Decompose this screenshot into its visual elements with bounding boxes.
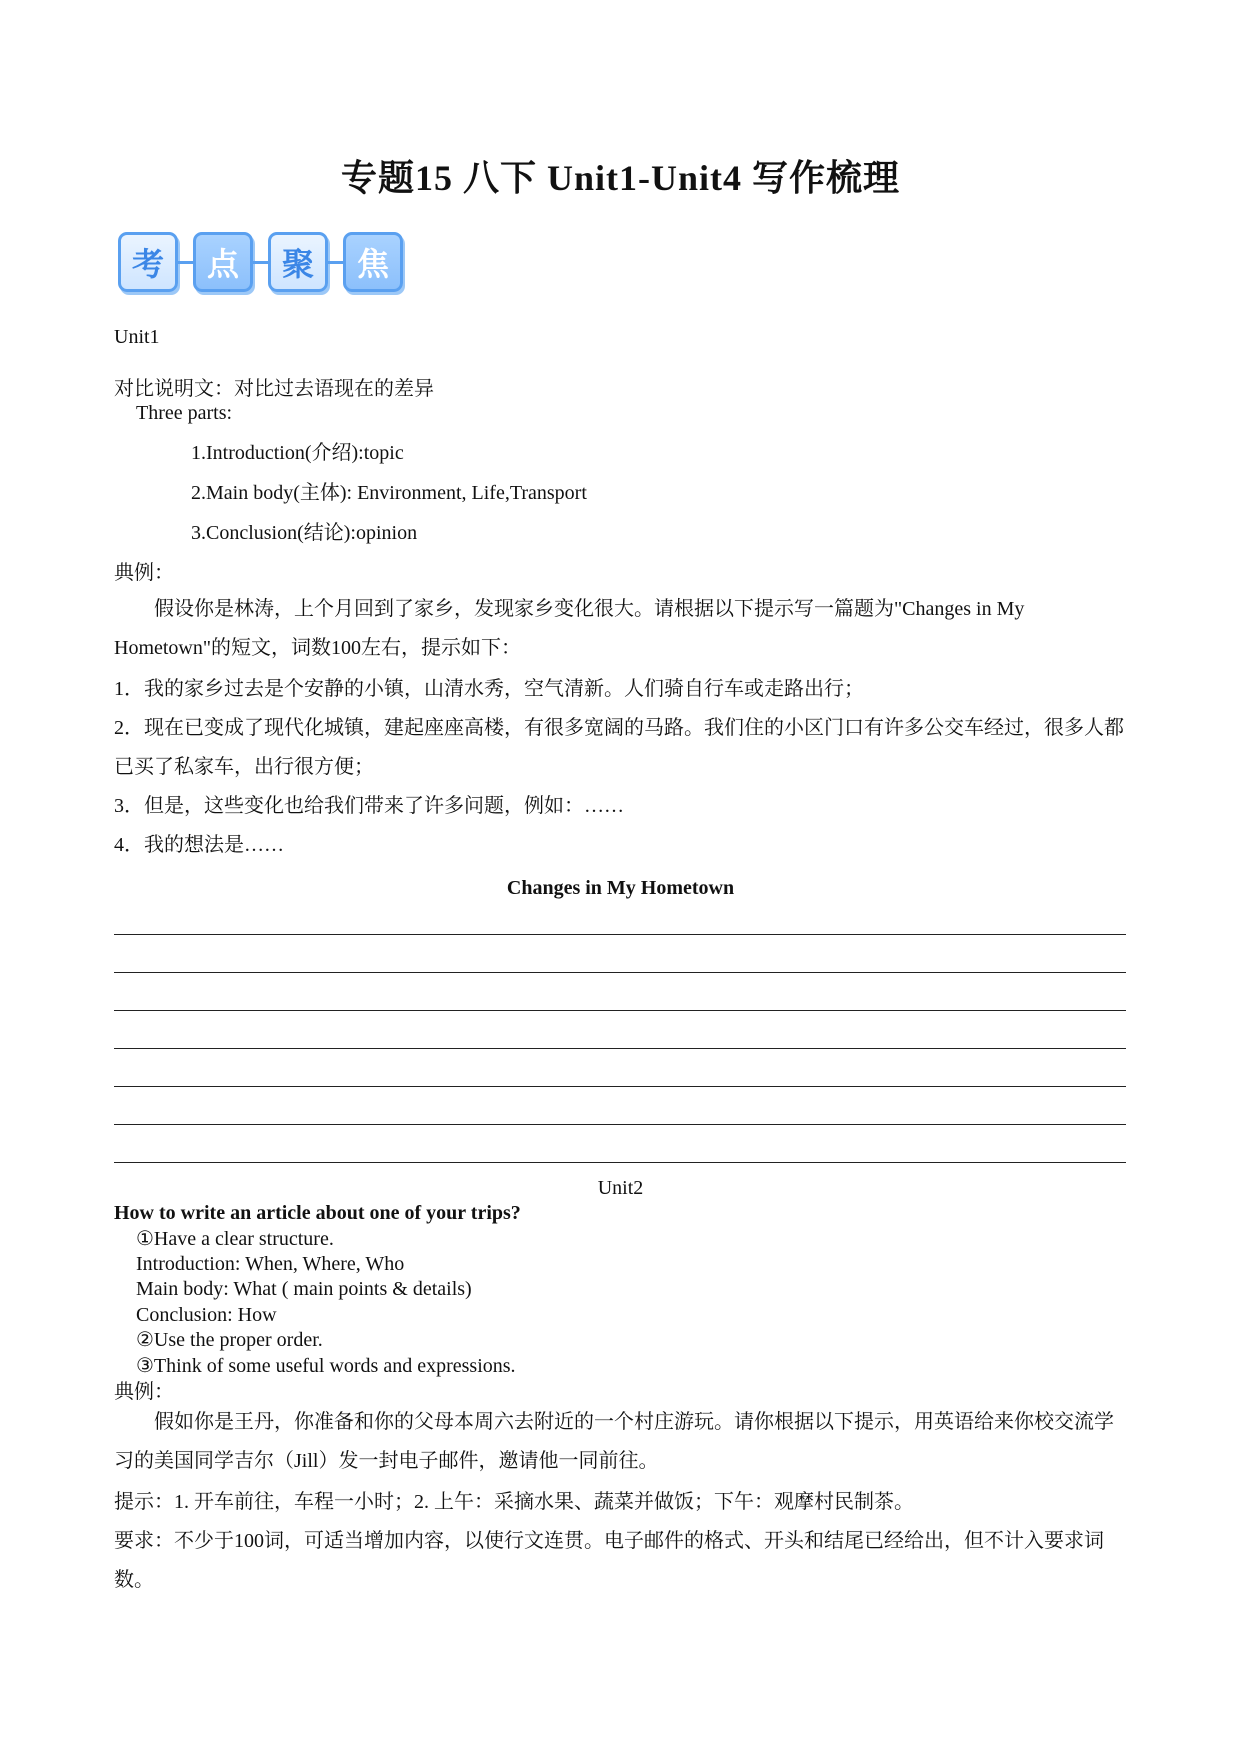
- badge-char-4: 焦: [343, 232, 403, 292]
- unit2-requirement: 要求：不少于100词，可适当增加内容，以使行文连贯。电子邮件的格式、开头和结尾已经给出，但不计入要求词数。: [114, 1530, 1104, 1591]
- unit1-prompt-text: 假设你是林涛，上个月回到了家乡，发现家乡变化很大。请根据以下提示写一篇题为"Changes in My Hometown"的短文，词数100左右，提示如下：: [114, 598, 1025, 659]
- essay-title: Changes in My Hometown: [506, 877, 735, 899]
- unit1-hint-1: 1．我的家乡过去是个安静的小镇，山清水秀，空气清新。人们骑自行车或走路出行；: [114, 678, 864, 700]
- unit1-hint-3: 3．但是，这些变化也给我们带来了许多问题，例如：……: [114, 795, 624, 817]
- page-title: 专题15 八下 Unit1-Unit4 写作梳理: [340, 158, 900, 198]
- unit1-hint-4: 4．我的想法是……: [114, 834, 284, 856]
- writing-line: [114, 1048, 1126, 1049]
- writing-line: [114, 1124, 1126, 1125]
- step-introduction: Introduction: When, Where, Who: [136, 1253, 405, 1275]
- three-parts-label: Three parts:: [136, 402, 233, 424]
- step-conclusion: Conclusion: How: [136, 1304, 277, 1326]
- unit2-question: How to write an article about one of your trips?: [114, 1202, 521, 1224]
- unit2-tips: 提示：1. 开车前往，车程一小时；2. 上午：采摘水果、蔬菜并做饭；下午：观摩村民制茶。: [114, 1491, 914, 1513]
- writing-line: [114, 1010, 1126, 1011]
- unit2-prompt: [114, 1403, 1126, 1481]
- part-main-body: 2.Main body(主体): Environment, Life,Transport: [191, 482, 587, 504]
- unit1-heading: Unit1: [114, 326, 160, 348]
- writing-line: [114, 934, 1126, 935]
- unit2-prompt-text: 假如你是王丹，你准备和你的父母本周六去附近的一个村庄游玩。请你根据以下提示，用英语给来你校交流学习的美国同学吉尔（Jill）发一封电子邮件，邀请他一同前往。: [114, 1411, 1114, 1472]
- step-main-body: Main body: What ( main points & details): [136, 1278, 472, 1300]
- badge-connector: [253, 261, 268, 264]
- part-conclusion: 3.Conclusion(结论):opinion: [191, 522, 418, 544]
- badge-connector: [178, 261, 193, 264]
- part-introduction: 1.Introduction(介绍):topic: [191, 442, 404, 464]
- writing-line: [114, 972, 1126, 973]
- writing-line: [114, 1086, 1126, 1087]
- step-structure: ①Have a clear structure.: [136, 1228, 334, 1250]
- unit1-intro: 对比说明文：对比过去语现在的差异: [114, 378, 434, 400]
- example-label: 典例：: [114, 562, 174, 584]
- unit2-example-label: 典例：: [114, 1381, 174, 1403]
- step-expressions: ③Think of some useful words and expressions.: [136, 1355, 516, 1377]
- badge-connector: [328, 261, 343, 264]
- unit1-hint-2: 2．现在已变成了现代化城镇，建起座座高楼，有很多宽阔的马路。我们住的小区门口有许多公交车经过，很多人都已买了私家车，出行很方便；: [114, 717, 1124, 778]
- writing-line: [114, 1162, 1126, 1163]
- key-points-banner: [118, 232, 403, 292]
- unit2-heading: Unit2: [597, 1177, 644, 1199]
- badge-char-3: 聚: [268, 232, 328, 292]
- step-order: ②Use the proper order.: [136, 1329, 323, 1351]
- unit1-prompt: [114, 590, 1126, 668]
- badge-char-2: 点: [193, 232, 253, 292]
- badge-char-1: 考: [118, 232, 178, 292]
